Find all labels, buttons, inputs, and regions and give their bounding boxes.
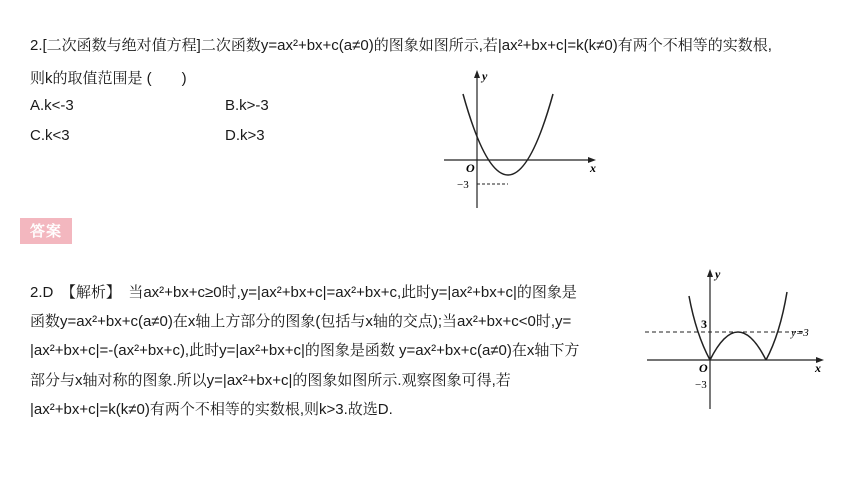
- question-parabola-graph: [440, 66, 610, 214]
- label-neg3: −3: [695, 379, 707, 391]
- abs-parabola-right-branch: [766, 292, 787, 360]
- answer-line-1: 2.D 【解析】 当ax²+bx+c≥0时,y=|ax²+bx+c|=ax²+bx+c,此时y=|ax²+bx+c|的图象是: [30, 284, 577, 301]
- label-3: 3: [701, 317, 707, 331]
- answer-line-5: |ax²+bx+c|=k(k≠0)有两个不相等的实数根,则k>3.故选D.: [30, 401, 393, 418]
- y-label: y: [715, 267, 721, 281]
- answer-badge: 答案: [20, 218, 72, 244]
- question-line-1: 2.[二次函数与绝对值方程]二次函数y=ax²+bx+c(a≠0)的图象如图所示,若|ax²+bx+c|=k(k≠0)有两个不相等的实数根,: [30, 37, 772, 54]
- origin-label: O: [699, 361, 708, 375]
- y-axis-arrow: [474, 70, 480, 78]
- answer-line-3: |ax²+bx+c|=-(ax²+bx+c),此时y=|ax²+bx+c|的图象是函数 y=ax²+bx+c(a≠0)在x轴下方: [30, 342, 580, 359]
- abs-parabola-reflected-arc: [710, 332, 766, 360]
- x-label: x: [815, 361, 821, 375]
- y-axis-arrow: [707, 269, 713, 277]
- option-d: D.k>3: [225, 127, 265, 144]
- line-label-y3: y=3: [791, 327, 809, 339]
- answer-line-2: 函数y=ax²+bx+c(a≠0)在x轴上方部分的图象(包括与x轴的交点);当ax²+bx+c<0时,y=: [30, 313, 572, 330]
- option-b: B.k>-3: [225, 97, 269, 114]
- origin-label: O: [466, 161, 475, 175]
- option-c: C.k<3: [30, 127, 70, 144]
- question-line-2: 则k的取值范围是 ( ): [30, 70, 187, 87]
- answer-line-4: 部分与x轴对称的图象.所以y=|ax²+bx+c|的图象如图所示.观察图象可得,若: [30, 372, 511, 389]
- x-label: x: [590, 161, 596, 175]
- min-value-label: −3: [457, 179, 469, 191]
- answer-abs-parabola-graph: [645, 264, 830, 414]
- y-label: y: [482, 69, 488, 83]
- option-a: A.k<-3: [30, 97, 74, 114]
